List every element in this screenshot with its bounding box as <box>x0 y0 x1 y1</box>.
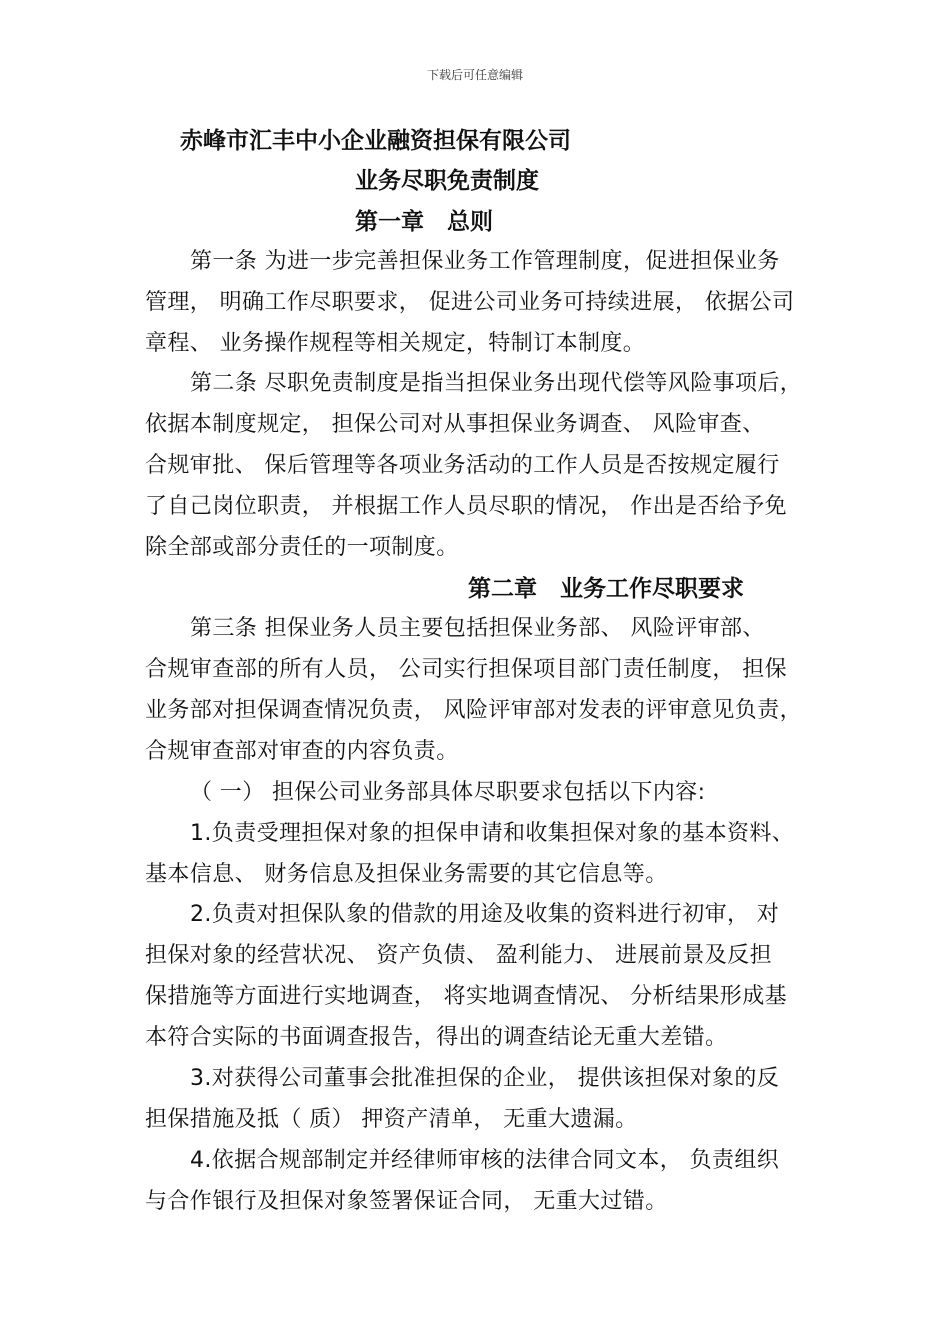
body-line: 本符合实际的书面调查报告，得出的调查结论无重大差错。 <box>145 1025 728 1050</box>
body-line: 合规审查部的所有人员， 公司实行担保项目部门责任制度， 担保 <box>145 657 787 682</box>
body-line: 基本信息、 财务信息及担保业务需要的其它信息等。 <box>145 862 668 887</box>
body-line: 担保对象的经营状况、 资产负债、 盈利能力、 进展前景及反担 <box>145 943 772 968</box>
body-line: 担保措施及抵（ 质） 押资产清单， 无重大遗漏。 <box>145 1107 638 1132</box>
body-line: 合规审查部对审查的内容负责。 <box>145 739 459 764</box>
body-line: 1.负责受理担保对象的担保申请和收集担保对象的基本资料、 <box>190 821 795 846</box>
page-header-note: 下载后可任意编辑 <box>426 68 523 82</box>
body-line: 业务部对担保调查情况负责， 风险评审部对发表的评审意见负责， <box>145 698 802 723</box>
chapter-2-heading: 第二章 业务工作尽职要求 <box>468 576 744 602</box>
body-line: 管理， 明确工作尽职要求， 促进公司业务可持续进展， 依据公司 <box>145 290 795 315</box>
body-line: 2.负责对担保队象的借款的用途及收集的资料进行初审， 对 <box>190 902 780 927</box>
chapter-1-heading: 第一章 总则 <box>355 209 493 235</box>
body-line: 第一条 为进一步完善担保业务工作管理制度，促进担保业务 <box>190 249 780 274</box>
company-title: 赤峰市汇丰中小企业融资担保有限公司 <box>180 128 571 154</box>
body-line: 章程、 业务操作规程等相关规定，特制订本制度。 <box>145 331 646 356</box>
body-line: 3.对获得公司董事会批准担保的企业， 提供该担保对象的反 <box>190 1066 780 1091</box>
body-line: 了自己岗位职责， 并根据工作人员尽职的情况， 作出是否给予免 <box>145 494 787 519</box>
document-subtitle: 业务尽职免责制度 <box>355 168 539 194</box>
body-line: 第三条 担保业务人员主要包括担保业务部、 风险评审部、 <box>190 616 765 641</box>
body-line: 4.依据合规部制定并经律师审核的法律合同文本， 负责组织 <box>190 1148 780 1173</box>
body-line: 与合作银行及担保对象签署保证合同， 无重大过错。 <box>145 1189 668 1214</box>
body-line: 除全部或部分责任的一项制度。 <box>145 535 459 560</box>
body-line: 合规审批、 保后管理等各项业务活动的工作人员是否按规定履行 <box>145 453 780 478</box>
body-line: 依据本制度规定， 担保公司对从事担保业务调查、 风险审查、 <box>145 412 765 437</box>
body-line: 第二条 尽职免责制度是指当担保业务出现代偿等风险事项后， <box>190 371 803 396</box>
body-line: 保措施等方面进行实地调查， 将实地调查情况、 分析结果形成基 <box>145 984 787 1009</box>
body-line: （ 一） 担保公司业务部具体尽职要求包括以下内容: <box>190 780 706 805</box>
